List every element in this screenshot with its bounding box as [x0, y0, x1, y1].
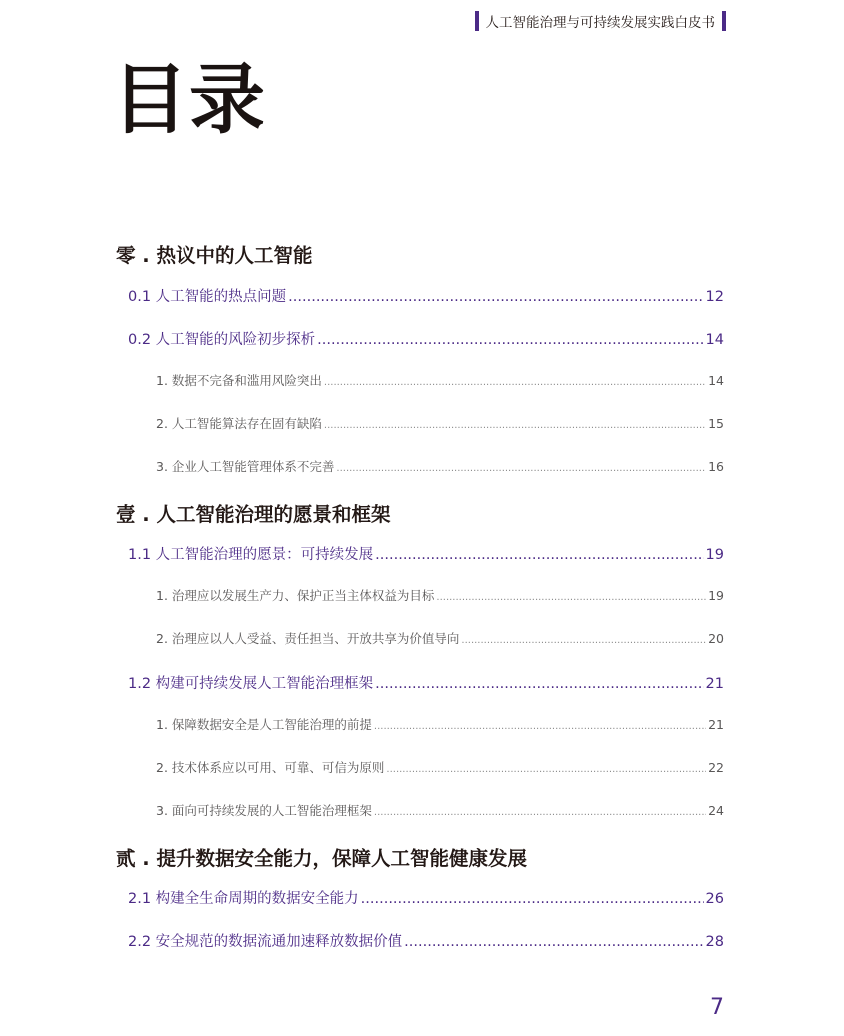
dot-leader: [324, 420, 706, 431]
toc-section-1[interactable]: 壹 . 人工智能治理的愿景和框架: [116, 503, 391, 526]
toc-entry-0-1[interactable]: [128, 285, 724, 306]
toc-entry-page: 14: [708, 373, 724, 388]
dot-leader: [374, 807, 706, 818]
dot-leader: [288, 289, 703, 305]
dot-leader: [336, 463, 706, 474]
toc-entry-page: 21: [708, 717, 724, 732]
toc-entry-label: 0.1 人工智能的热点问题: [128, 289, 287, 305]
dot-leader: [436, 592, 706, 603]
toc-entry-label: 3. 企业人工智能管理体系不完善: [156, 459, 335, 474]
toc-entry-label: 3. 面向可持续发展的人工智能治理框架: [156, 803, 372, 818]
toc-subentry-0-2-1[interactable]: [156, 371, 724, 389]
toc-entry-label: 2.1 构建全生命周期的数据安全能力: [128, 891, 359, 907]
dot-leader: [324, 377, 706, 388]
toc-subentry-0-2-2[interactable]: [156, 414, 724, 432]
toc-entry-label: 2. 人工智能算法存在固有缺陷: [156, 416, 322, 431]
toc-entry-label: 2.2 安全规范的数据流通加速释放数据价值: [128, 934, 403, 950]
dot-leader: [375, 676, 703, 692]
toc-entry-2-2[interactable]: [128, 930, 724, 951]
toc-subentry-1-2-1[interactable]: [156, 715, 724, 733]
toc-entry-page: 22: [708, 760, 724, 775]
toc-subentry-1-2-2[interactable]: [156, 758, 724, 776]
toc-subentry-0-2-3[interactable]: [156, 457, 724, 475]
dot-leader: [317, 332, 703, 348]
toc-entry-label: 1. 数据不完备和滥用风险突出: [156, 373, 322, 388]
toc-entry-page: 28: [705, 934, 724, 950]
toc-entry-label: 1. 治理应以发展生产力、保护正当主体权益为目标: [156, 588, 435, 603]
toc-section-2[interactable]: 贰 . 提升数据安全能力，保障人工智能健康发展: [116, 847, 527, 870]
toc-subentry-1-1-2[interactable]: [156, 629, 724, 647]
toc-section-0[interactable]: 零 . 热议中的人工智能: [116, 244, 313, 267]
page-title: 目录: [112, 55, 266, 144]
toc-entry-page: 12: [705, 289, 724, 305]
header-title: 人工智能治理与可持续发展实践白皮书: [485, 15, 715, 31]
toc-entry-page: 19: [708, 588, 724, 603]
toc-entry-label: 1.2 构建可持续发展人工智能治理框架: [128, 676, 374, 692]
dot-leader: [361, 891, 704, 907]
dot-leader: [404, 934, 703, 950]
toc-entry-page: 21: [705, 676, 724, 692]
toc-entry-label: 1.1 人工智能治理的愿景：可持续发展: [128, 547, 374, 563]
toc-entry-page: 14: [705, 332, 724, 348]
toc-entry-page: 26: [705, 891, 724, 907]
toc-entry-page: 20: [708, 631, 724, 646]
page-number: 7: [710, 995, 724, 1020]
dot-leader: [374, 721, 706, 732]
toc-entry-2-1[interactable]: [128, 887, 724, 908]
toc-entry-label: 2. 技术体系应以可用、可靠、可信为原则: [156, 760, 385, 775]
toc-subentry-1-2-3[interactable]: [156, 801, 724, 819]
toc-entry-0-2[interactable]: [128, 328, 724, 349]
toc-entry-page: 19: [705, 547, 724, 563]
dot-leader: [386, 764, 706, 775]
toc-entry-label: 1. 保障数据安全是人工智能治理的前提: [156, 717, 372, 732]
dot-leader: [375, 547, 703, 563]
toc-entry-page: 15: [708, 416, 724, 431]
toc-entry-1-2[interactable]: [128, 672, 724, 693]
dot-leader: [461, 635, 706, 646]
toc-subentry-1-1-1[interactable]: [156, 586, 724, 604]
toc-entry-page: 16: [708, 459, 724, 474]
toc-entry-label: 2. 治理应以人人受益、责任担当、开放共享为价值导向: [156, 631, 460, 646]
running-header: [475, 11, 727, 31]
toc-entry-1-1[interactable]: [128, 543, 724, 564]
toc-entry-page: 24: [708, 803, 724, 818]
toc-entry-label: 0.2 人工智能的风险初步探析: [128, 332, 316, 348]
